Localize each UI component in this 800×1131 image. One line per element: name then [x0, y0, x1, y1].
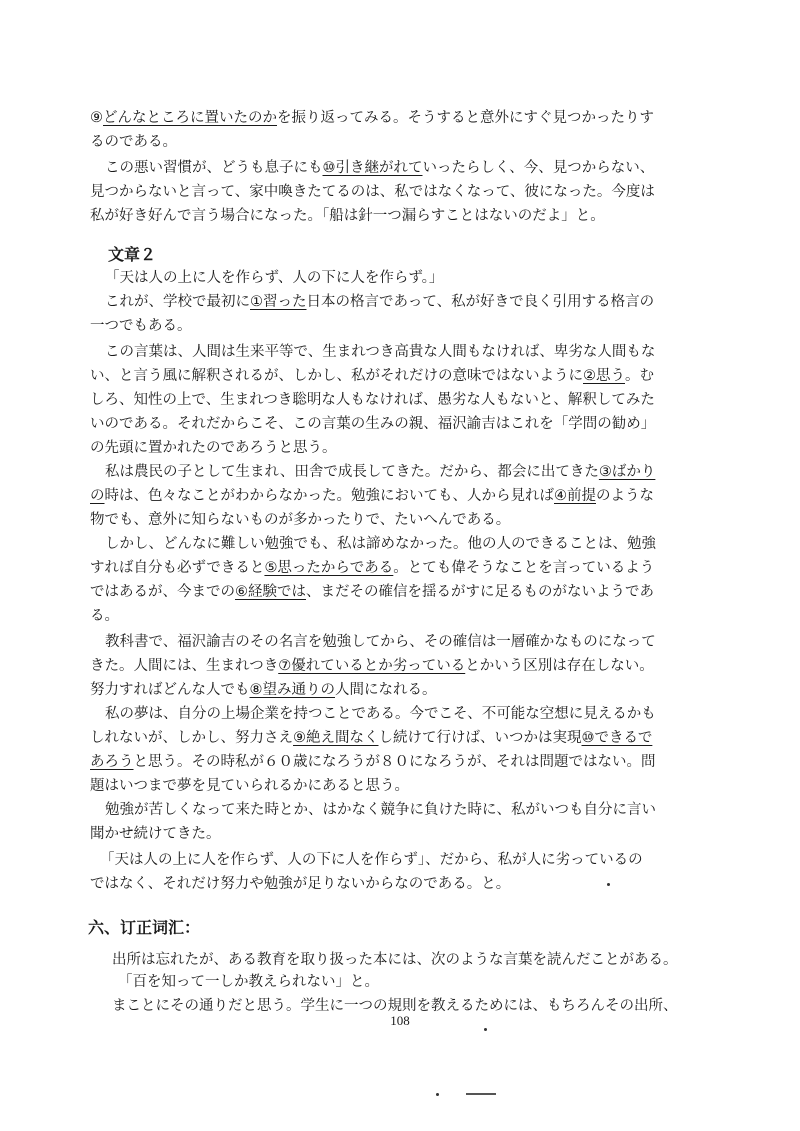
text-line: あろうと思う。その時私が６０歳になろうが８０になろうが、それは問題ではない。問	[90, 754, 656, 770]
text-line: の先頭に置かれたのであろうと思う。	[90, 440, 337, 456]
scan-smudge	[466, 1093, 496, 1095]
text-line: 私は農民の子として生まれ、田舎で成長してきた。だから、都会に出てきた③ばかり	[105, 464, 656, 480]
text-line: 教科書で、福沢諭吉のその名言を勉強してから、その確信は一層確かなものになって	[105, 634, 656, 650]
scan-speck	[607, 883, 610, 886]
scan-speck	[436, 1093, 439, 1096]
text-line: きた。人間には、生まれつき⑦優れているとか劣っているとかいう区別は存在しない。	[90, 658, 654, 674]
text-line: る。	[90, 608, 119, 624]
scan-speck	[484, 1028, 487, 1031]
text-line: これが、学校で最初に①習った日本の格言であって、私が好きで良く引用する格言の	[105, 294, 655, 310]
underlined-phrase: どんなところに置いたのか	[103, 110, 277, 126]
underlined-phrase: ⑥経験では	[235, 584, 306, 600]
text-line: い、と言う風に解釈されるが、しかし、私がそれだけの意味ではないように②思う。む	[90, 368, 654, 384]
text-line: 「天は人の上に人を作らず、人の下に人を作らず」、だから、私が人に劣っているの	[100, 852, 643, 868]
text-line: 聞かせ続けてきた。	[90, 826, 221, 842]
text-line: 私の夢は、自分の上場企業を持つことである。今でこそ、不可能な空想に見えるかも	[105, 706, 656, 722]
text-line: この悪い習慣が、どうも息子にも⑩引き継がれていったらしく、今、見つからない、	[105, 160, 655, 176]
underlined-phrase: ⑨絶え間なく	[293, 730, 379, 746]
underlined-phrase: ⑧望み通りの	[249, 682, 335, 698]
text-line: しかし、どんなに難しい勉強でも、私は諦めなかった。他の人のできることは、勉強	[105, 536, 656, 552]
underlined-phrase: あろう	[90, 754, 134, 770]
underlined-phrase: の	[90, 488, 105, 504]
text-line: 一つでもある。	[90, 318, 192, 334]
text-line: 題はいつまで夢を見ていられるかにあると思う。	[90, 778, 409, 794]
text-line: 物でも、意外に知らないものが多かったりで、たいへんである。	[90, 512, 511, 528]
section-heading: 文章２	[108, 245, 157, 264]
underlined-phrase: ⑩引き継がれて	[322, 160, 423, 176]
underlined-phrase: ④前提	[554, 488, 596, 504]
text-line: 努力すればどんな人でも⑧望み通りの人間になれる。	[90, 682, 437, 698]
text-line: ⑨どんなところに置いたのかを振り返ってみる。そうすると意外にすぐ見つかったりす	[90, 110, 654, 126]
underlined-phrase: ⑦優れているとか劣っている	[278, 658, 466, 674]
text-line: ではあるが、今までの⑥経験では、まだその確信を揺るがすに足るものがないようであ	[90, 584, 654, 600]
page-number: 108	[390, 1013, 410, 1028]
text-line: 出所は忘れたが、ある教育を取り扱った本には、次のような言葉を読んだことがある。	[112, 952, 678, 968]
text-line: まことにその通りだと思う。学生に一つの規則を教えるためには、もちろんその出所、	[112, 998, 678, 1014]
section-title: 六、订正词汇：	[88, 918, 201, 937]
text-line: この言葉は、人間は生来平等で、生まれつき高貴な人間もなければ、卑劣な人間もな	[105, 344, 656, 360]
text-line: しれないが、しかし、努力さえ⑨絶え間なくし続けて行けば、いつかは実現⑩できるで	[90, 730, 653, 746]
text-line: 私が好き好んで言う場合になった。「船は針一つ漏らすことはないのだよ」と。	[90, 208, 605, 224]
text-line: 「百を知って一しか教えられない」と。	[118, 974, 379, 990]
underlined-phrase: ①習った	[250, 294, 307, 310]
text-line: るのである。	[90, 134, 177, 150]
text-line: ではなく、それだけ努力や勉強が足りないからなのである。と。	[90, 876, 511, 892]
text-line: しろ、知性の上で、生まれつき聡明な人もなければ、愚劣な人もないと、解釈してみた	[90, 392, 655, 408]
text-line: 勉強が苦しくなって来た時とか、はかなく競争に負けた時に、私がいつも自分に言い	[105, 802, 656, 818]
underlined-phrase: ⑩できるで	[581, 730, 653, 746]
underlined-phrase: ⑤思ったからである	[264, 560, 394, 576]
text-line: 「天は人の上に人を作らず、人の下に人を作らず。」	[105, 270, 444, 286]
text-line: すれば自分も必ずできると⑤思ったからである。とても偉そうなことを言っているよう	[90, 560, 655, 576]
text-line: の時は、色々なことがわからなかった。勉強においても、人から見れば④前提のような	[90, 488, 654, 504]
underlined-phrase: ③ばかり	[598, 464, 656, 480]
text-line: 見つからないと言って、家中喚きたてるのは、私ではなくなって、彼になった。今度は	[90, 184, 655, 200]
text-line: いのである。それだからこそ、この言葉の生みの親、福沢諭吉はこれを「学問の勧め」	[90, 416, 656, 432]
underlined-phrase: ②思う	[583, 368, 625, 384]
